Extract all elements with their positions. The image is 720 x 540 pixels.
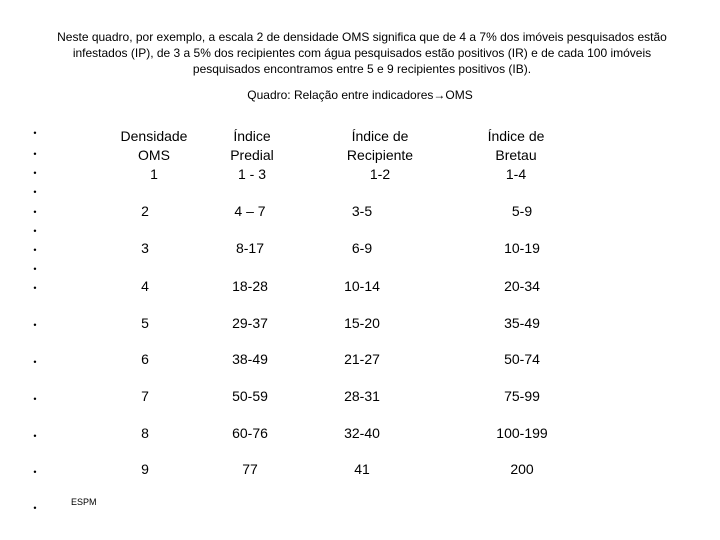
bullet-15: •: [33, 503, 37, 513]
table-cell: 8-17: [235, 240, 265, 256]
table-cell: 38-49: [232, 351, 268, 367]
table-cell: 8: [141, 425, 149, 441]
header-col2-line3: 1 - 3: [237, 166, 266, 182]
table-cell: 77: [242, 461, 258, 477]
bullet-12: •: [33, 394, 37, 404]
table-cell: 5-9: [511, 203, 533, 219]
header-col1-line2: OMS: [138, 147, 170, 163]
bullet-13: •: [33, 431, 37, 441]
table-cell: 20-34: [504, 278, 540, 294]
bullet-14: •: [33, 467, 37, 477]
table-cell: 50-74: [504, 351, 540, 367]
bullet-7: •: [33, 245, 37, 255]
table-cell: 28-31: [344, 388, 380, 404]
table-cell: 15-20: [344, 315, 380, 331]
table-caption: [0, 88, 720, 102]
table-cell: 2: [141, 203, 149, 219]
bullet-4: •: [33, 187, 37, 197]
table-cell: 41: [354, 461, 370, 477]
header-col2-line2: Predial: [230, 147, 274, 163]
header-col4-line2: Bretau: [495, 147, 537, 163]
table-cell: 75-99: [504, 388, 540, 404]
table-cell: 6-9: [351, 240, 373, 256]
header-col4-line1: Índice de: [487, 128, 545, 144]
header-col4-line3: 1-4: [505, 166, 527, 182]
header-col2-line1: Índice: [233, 128, 271, 144]
caption-text: Quadro: Relação entre indicadores: [247, 88, 434, 102]
intro-paragraph: Neste quadro, por exemplo, a escala 2 de densidade OMS significa que de 4 a 7% dos imóveis pesquisados estão infestados (IP), de 3 a 5% dos recipientes com água pesquisados estão positivos (IR) e de cada 100 imóveis pesquisados encontramos entre 5 e 9 recipientes positivos (IB).: [57, 30, 667, 76]
footer-label: ESPM: [71, 497, 97, 507]
table-cell: 4: [141, 278, 149, 294]
header-col1-line3: 1: [150, 166, 158, 182]
table-cell: 21-27: [344, 351, 380, 367]
header-col3-line3: 1-2: [369, 166, 391, 182]
arrow-icon: →: [433, 88, 446, 102]
table-cell: 3-5: [351, 203, 373, 219]
table-cell: 4 – 7: [234, 203, 266, 219]
bullet-11: •: [33, 357, 37, 367]
header-col1-line1: Densidade: [120, 128, 188, 144]
table-cell: 10-14: [344, 278, 380, 294]
table-cell: 18-28: [232, 278, 268, 294]
bullet-9: •: [33, 283, 37, 293]
bullet-6: •: [33, 226, 37, 236]
table-cell: 10-19: [504, 240, 540, 256]
bullet-5: •: [33, 207, 37, 217]
table-cell: 60-76: [232, 425, 268, 441]
bullet-3: •: [33, 168, 37, 178]
table-cell: 50-59: [232, 388, 268, 404]
bullet-10: •: [33, 320, 37, 330]
table-cell: 32-40: [344, 425, 380, 441]
table-cell: 29-37: [232, 315, 268, 331]
bullet-8: •: [33, 264, 37, 274]
caption-suffix: OMS: [445, 88, 473, 102]
table-cell: 3: [141, 240, 149, 256]
table-cell: 5: [141, 315, 149, 331]
table-cell: 100-199: [496, 425, 548, 441]
table-cell: 35-49: [504, 315, 540, 331]
table-cell: 9: [141, 461, 149, 477]
header-col3-line2: Recipiente: [346, 147, 414, 163]
bullet-1: •: [33, 128, 37, 138]
table-cell: 6: [141, 351, 149, 367]
header-col3-line1: Índice de: [351, 128, 409, 144]
table-cell: 7: [141, 388, 149, 404]
bullet-2: •: [33, 149, 37, 159]
table-cell: 200: [510, 461, 534, 477]
